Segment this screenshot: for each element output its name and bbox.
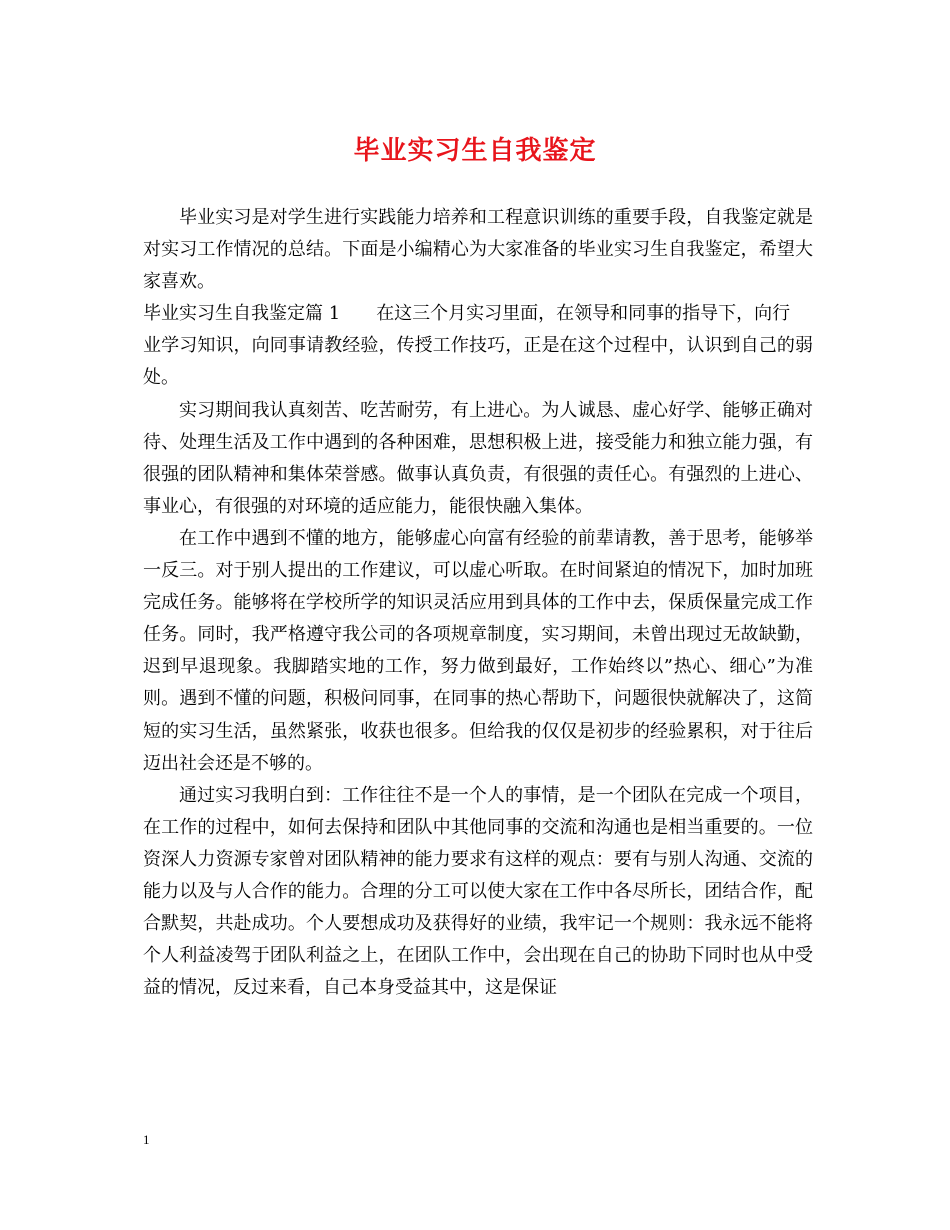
document-body	[143, 202, 813, 1004]
intro-paragraph: 毕业实习是对学生进行实践能力培养和工程意识训练的重要手段，自我鉴定就是对实习工作情况的总结。下面是小编精心为大家准备的毕业实习生自我鉴定，希望大家喜欢。	[143, 207, 813, 293]
section-label: 毕业实习生自我鉴定篇 1	[143, 303, 341, 325]
body-paragraph: 实习期间我认真刻苦、吃苦耐劳，有上进心。为人诚恳、虚心好学、能够正确对待、处理生活及工作中遇到的各种困难，思想积极上进，接受能力和独立能力强，有很强的团队精神和集体荣誉感。做事认真负责，有很强的责任心。有强烈的上进心、事业心，有很强的对环境的适应能力，能很快融入集体。	[143, 399, 813, 517]
section-continuation: 业学习知识，向同事请教经验，传授工作技巧，正是在这个过程中，认识到自己的弱处。	[143, 335, 813, 389]
section-first-line: 在这三个月实习里面，在领导和同事的指导下，向行	[376, 303, 791, 325]
body-paragraph: 通过实习我明白到：工作往往不是一个人的事情，是一个团队在完成一个项目，在工作的过程中，如何去保持和团队中其他同事的交流和沟通也是相当重要的。一位资深人力资源专家曾对团队精神的能力要求有这样的观点：要有与别人沟通、交流的能力以及与人合作的能力。合理的分工可以使大家在工作中各尽所长，团结合作，配合默契，共赴成功。个人要想成功及获得好的业绩，我牢记一个规则：我永远不能将个人利益凌驾于团队利益之上，在团队工作中，会出现在自己的协助下同时也从中受益的情况，反过来看，自己本身受益其中，这是保证	[143, 784, 813, 999]
section-heading-line	[143, 298, 813, 330]
body-paragraph: 在工作中遇到不懂的地方，能够虚心向富有经验的前辈请教，善于思考，能够举一反三。对于别人提出的工作建议，可以虚心听取。在时间紧迫的情况下，加时加班完成任务。能够将在学校所学的知识灵活应用到具体的工作中去，保质保量完成工作任务。同时，我严格遵守我公司的各项规章制度，实习期间，未曾出现过无故缺勤，迟到早退现象。我脚踏实地的工作，努力做到最好，工作始终以”热心、细心”为准则。遇到不懂的问题，积极问同事，在同事的热心帮助下，问题很快就解决了，这简短的实习生活，虽然紧张，收获也很多。但给我的仅仅是初步的经验累积，对于往后迈出社会还是不够的。	[143, 527, 813, 774]
page-number: 1	[143, 1132, 150, 1147]
document-title: 毕业实习生自我鉴定	[353, 136, 597, 166]
